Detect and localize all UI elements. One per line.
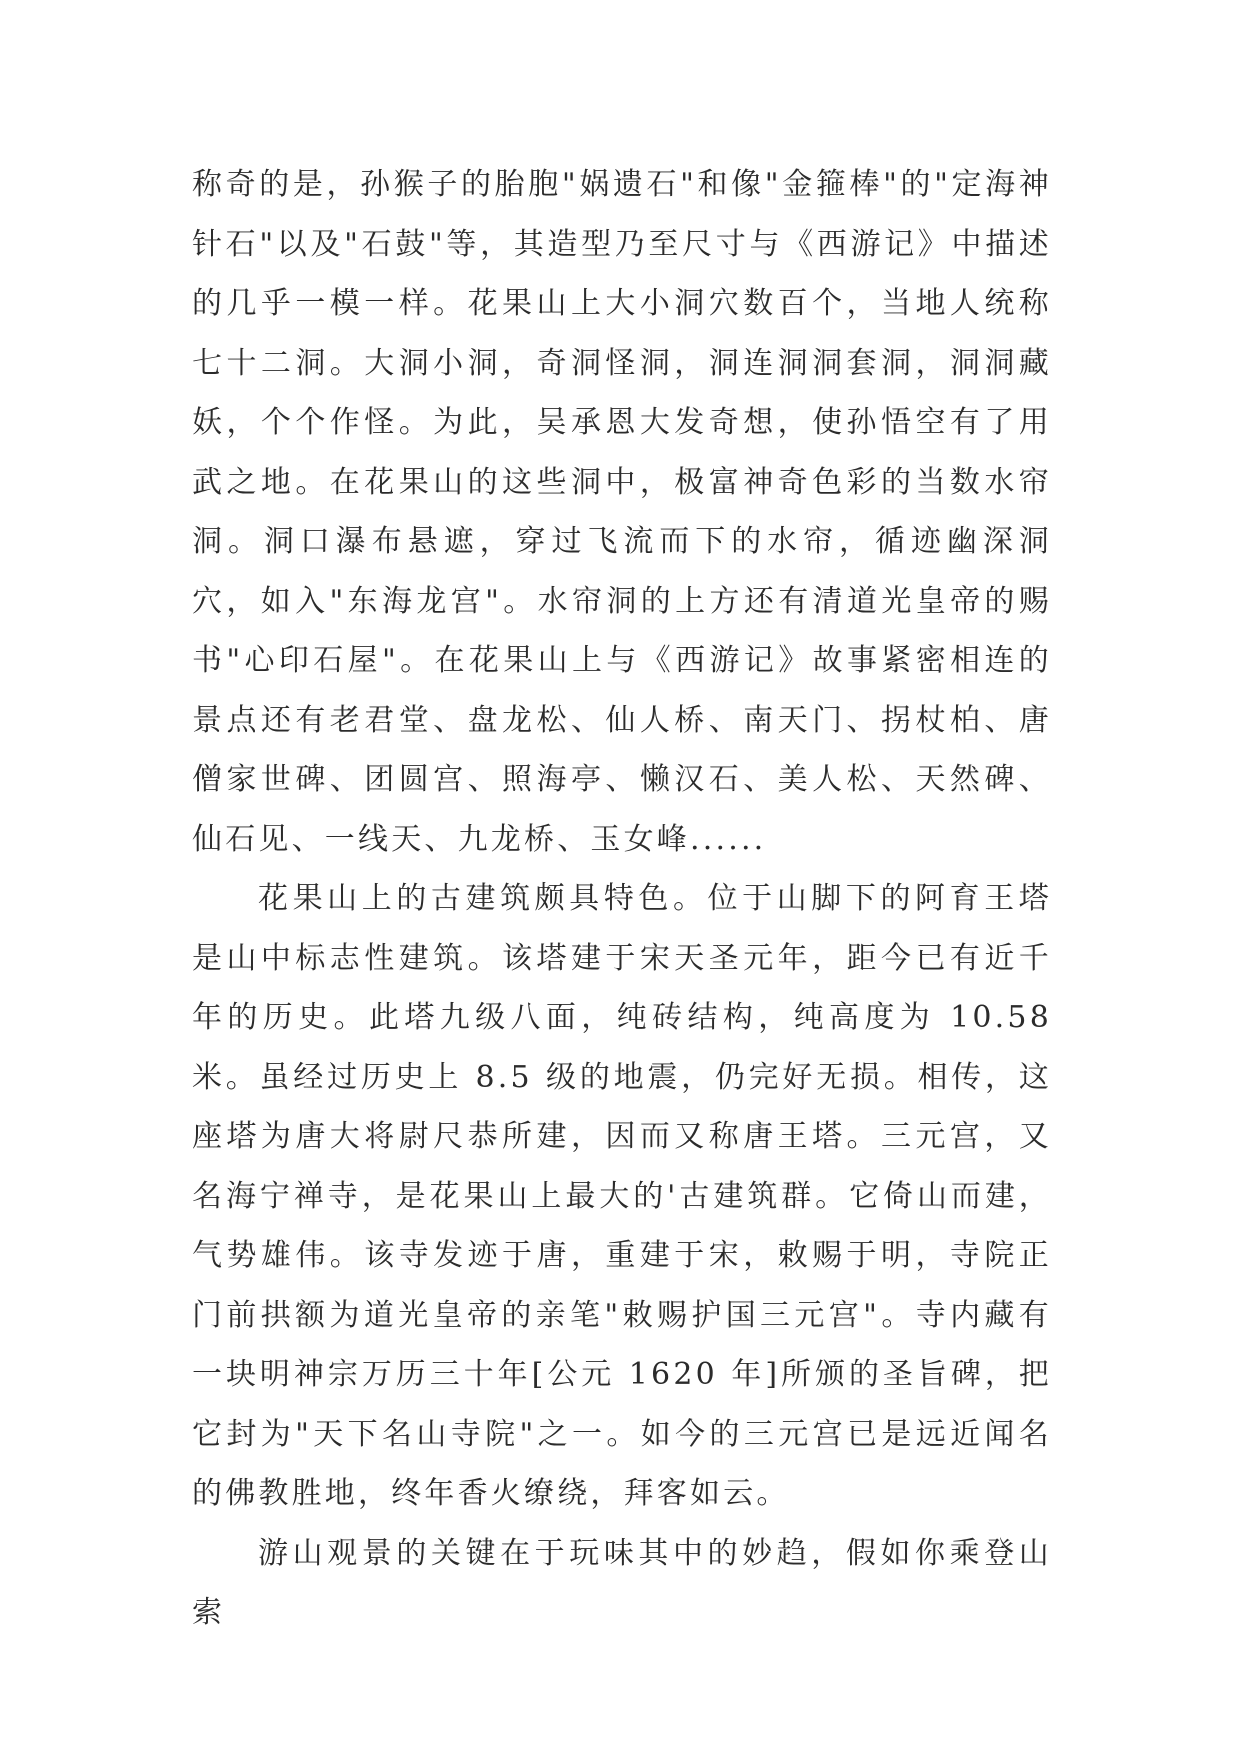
paragraph-1: 称奇的是，孙猴子的胎胞"娲遗石"和像"金箍棒"的"定海神针石"以及"石鼓"等，其造型乃至尺寸与《西游记》中描述的几乎一模一样。花果山上大小洞穴数百个，当地人统称七十二洞。大洞小洞，奇洞怪洞，洞连洞洞套洞，洞洞藏妖，个个作怪。为此，吴承恩大发奇想，使孙悟空有了用武之地。在花果山的这些洞中，极富神奇色彩的当数水帘洞。洞口瀑布悬遮，穿过飞流而下的水帘，循迹幽深洞穴，如入"东海龙宫"。水帘洞的上方还有清道光皇帝的赐书"心印石屋"。在花果山上与《西游记》故事紧密相连的景点还有老君堂、盘龙松、仙人桥、南天门、拐杖柏、唐僧家世碑、团圆宫、照海亭、懒汉石、美人松、天然碑、仙石见、一线天、九龙桥、玉女峰...... (192, 167, 1052, 857)
paragraph-2: 花果山上的古建筑颇具特色。位于山脚下的阿育王塔是山中标志性建筑。该塔建于宋天圣元年，距今已有近千年的历史。此塔九级八面，纯砖结构，纯高度为 10.58 米。虽经过历史上 8.5 级的地震，仍完好无损。相传，这座塔为唐大将尉尺恭所建，因而又称唐王塔。三元宫，又名海宁禅寺，是花果山上最大的'古建筑群。它倚山而建，气势雄伟。该寺发迹于唐，重建于宋，敕赐于明，寺院正门前拱额为道光皇帝的亲笔"敕赐护国三元宫"。寺内藏有一块明神宗万历三十年[公元 1620 年]所颁的圣旨碑，把它封为"天下名山寺院"之一。如今的三元宫已是远近闻名的佛教胜地，终年香火缭绕，拜客如云。 (192, 881, 1052, 1511)
document-body (192, 155, 1052, 1643)
paragraph-3: 游山观景的关键在于玩味其中的妙趋，假如你乘登山索 (192, 1535, 1052, 1630)
